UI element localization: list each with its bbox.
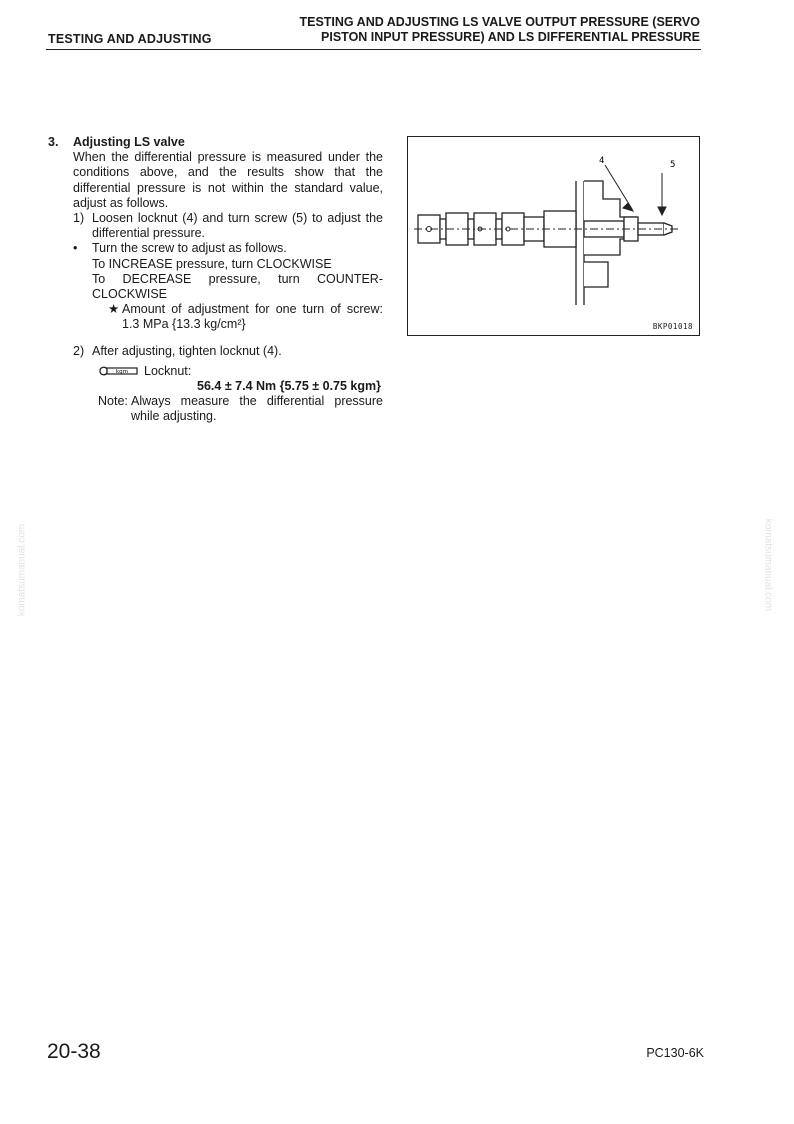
bullet-text [92,241,383,302]
header-right-line-2: PISTON INPUT PRESSURE) AND LS DIFFERENTIAL PRESSURE [321,30,700,44]
torque-spec [98,364,383,379]
header-right-line-1: TESTING AND ADJUSTING LS VALVE OUTPUT PRESSURE (SERVO [299,15,700,29]
note-text: Always measure the differential pressure while adjusting. [131,394,383,424]
bullet-line-1: Turn the screw to adjust as follows. [92,241,287,256]
bullet-item [73,241,383,302]
section-title: Adjusting LS valve [73,135,185,149]
watermark-right: komatsumanual.com [762,518,774,612]
bullet-marker: • [73,241,78,256]
header-left-title: TESTING AND ADJUSTING [48,32,212,46]
step-2-text: After adjusting, tighten locknut (4). [92,343,282,358]
figure-code: BKP01018 [652,322,693,331]
section-body [48,135,383,425]
torque-value: 56.4 ± 7.4 Nm {5.75 ± 0.75 kgm} [197,379,381,394]
ls-valve-drawing [408,137,698,334]
model-code: PC130-6K [646,1046,704,1060]
note [98,394,383,424]
star-note [108,302,383,332]
bullet-line-3: To DECREASE pressure, turn COUNTER-CLOCKWISE [92,271,383,302]
star-text: Amount of adjustment for one turn of screw: 1.3 MPa {13.3 kg/cm²} [122,302,383,332]
intro-paragraph: When the differential pressure is measured under the conditions above, and the results show that the differential pressure is not within the standard value, adjust as follows. [73,150,383,210]
note-label: Note: [98,394,128,409]
wrench-label: kgm [115,369,129,376]
header-right-title [240,15,700,45]
ls-valve-figure [407,136,700,336]
step-1 [73,211,383,241]
step-2-marker: 2) [73,343,85,358]
header-rule [46,49,701,50]
torque-label: Locknut: [144,363,192,378]
section-heading [48,135,383,150]
callout-5: 5 [670,160,676,170]
step-1-marker: 1) [73,211,85,226]
star-icon: ★ [108,302,120,317]
step-2 [73,344,383,359]
bullet-line-2: To INCREASE pressure, turn CLOCKWISE [92,256,332,271]
page-number: 20-38 [47,1040,101,1063]
section-number: 3. [48,135,59,149]
wrench-icon [98,365,138,377]
watermark-left: komatsumanual.com [16,523,28,617]
callout-4: 4 [599,156,605,166]
step-1-text: Loosen locknut (4) and turn screw (5) to adjust the differential pressure. [92,211,383,241]
